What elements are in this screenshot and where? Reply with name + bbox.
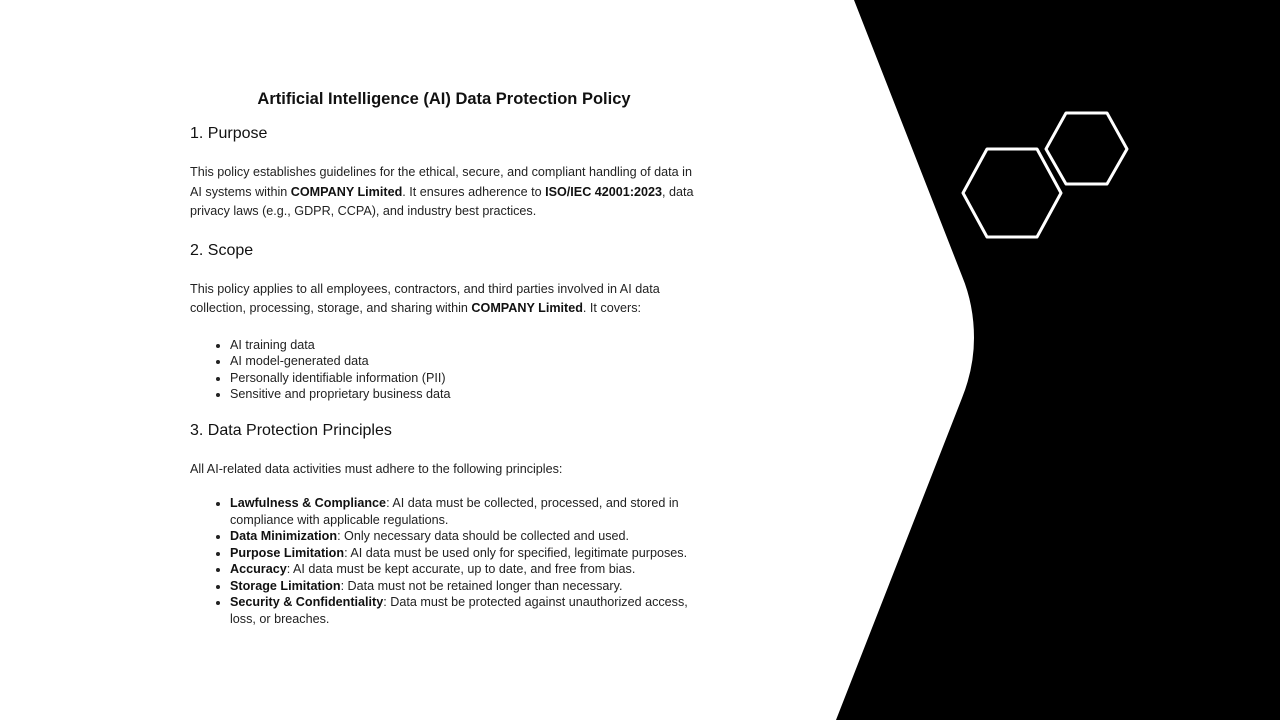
section-heading-purpose: 1. Purpose xyxy=(190,125,268,142)
principle-text: : AI data must be collected, processed, and stored in compliance with applicable regulations. xyxy=(230,496,679,527)
principle-text: : Data must not be retained longer than necessary. xyxy=(340,578,623,593)
list-item: • AI model-generated data xyxy=(230,353,705,370)
company-name: COMPANY Limited xyxy=(471,301,583,315)
list-item: • AI training data xyxy=(230,337,705,354)
iso-standard: ISO/IEC 42001:2023 xyxy=(545,184,663,199)
list-item xyxy=(230,594,705,627)
scope-paragraph xyxy=(190,280,705,319)
principles-list xyxy=(190,495,705,627)
scope-list xyxy=(190,337,705,403)
scope-text-2: . It covers: xyxy=(582,301,642,315)
principle-text: : Data must be protected against unauthorized access, loss, or breaches. xyxy=(230,595,688,626)
principle-text: : AI data must be used only for specified, legitimate purposes. xyxy=(344,545,688,560)
list-item xyxy=(230,528,705,545)
document-title: Artificial Intelligence (AI) Data Protection Policy xyxy=(257,90,631,108)
principle-text: : Only necessary data should be collected and used. xyxy=(337,529,630,543)
policy-document xyxy=(190,88,705,644)
principle-term: Lawfulness & Compliance xyxy=(230,496,387,510)
section-heading-principles: 3. Data Protection Principles xyxy=(190,421,392,439)
principle-term: Security & Confidentiality xyxy=(230,595,384,609)
principle-term: Data Minimization xyxy=(230,529,338,543)
principle-term: Storage Limitation xyxy=(230,578,341,593)
list-item xyxy=(230,495,705,528)
list-item xyxy=(230,545,705,562)
principle-text: : AI data must be kept accurate, up to date, and free from bias. xyxy=(286,562,636,576)
purpose-text-1: This policy establishes guidelines for the ethical, secure, and compliant handling of data in AI systems within xyxy=(190,165,692,199)
principle-term: Purpose Limitation xyxy=(230,545,345,560)
company-name: COMPANY Limited xyxy=(290,184,403,199)
purpose-paragraph xyxy=(190,163,705,222)
list-item: • Personally identifiable information (PII) xyxy=(230,370,705,387)
purpose-text-2: . It ensures adherence to xyxy=(402,184,546,199)
purpose-text-3: , data privacy laws (e.g., GDPR, CCPA), and industry best practices. xyxy=(190,184,694,218)
section-heading-scope: 2. Scope xyxy=(190,241,254,259)
principles-intro: All AI-related data activities must adhere to the following principles: xyxy=(190,461,563,476)
scope-text-1: This policy applies to all employees, contractors, and third parties involved in AI data collection, processing, storage, and sharing within xyxy=(190,281,660,315)
principle-term: Accuracy xyxy=(230,562,287,576)
list-item xyxy=(230,561,705,578)
black-side-panel xyxy=(836,0,1280,720)
list-item: • Sensitive and proprietary business data xyxy=(230,386,705,403)
list-item xyxy=(230,578,705,595)
